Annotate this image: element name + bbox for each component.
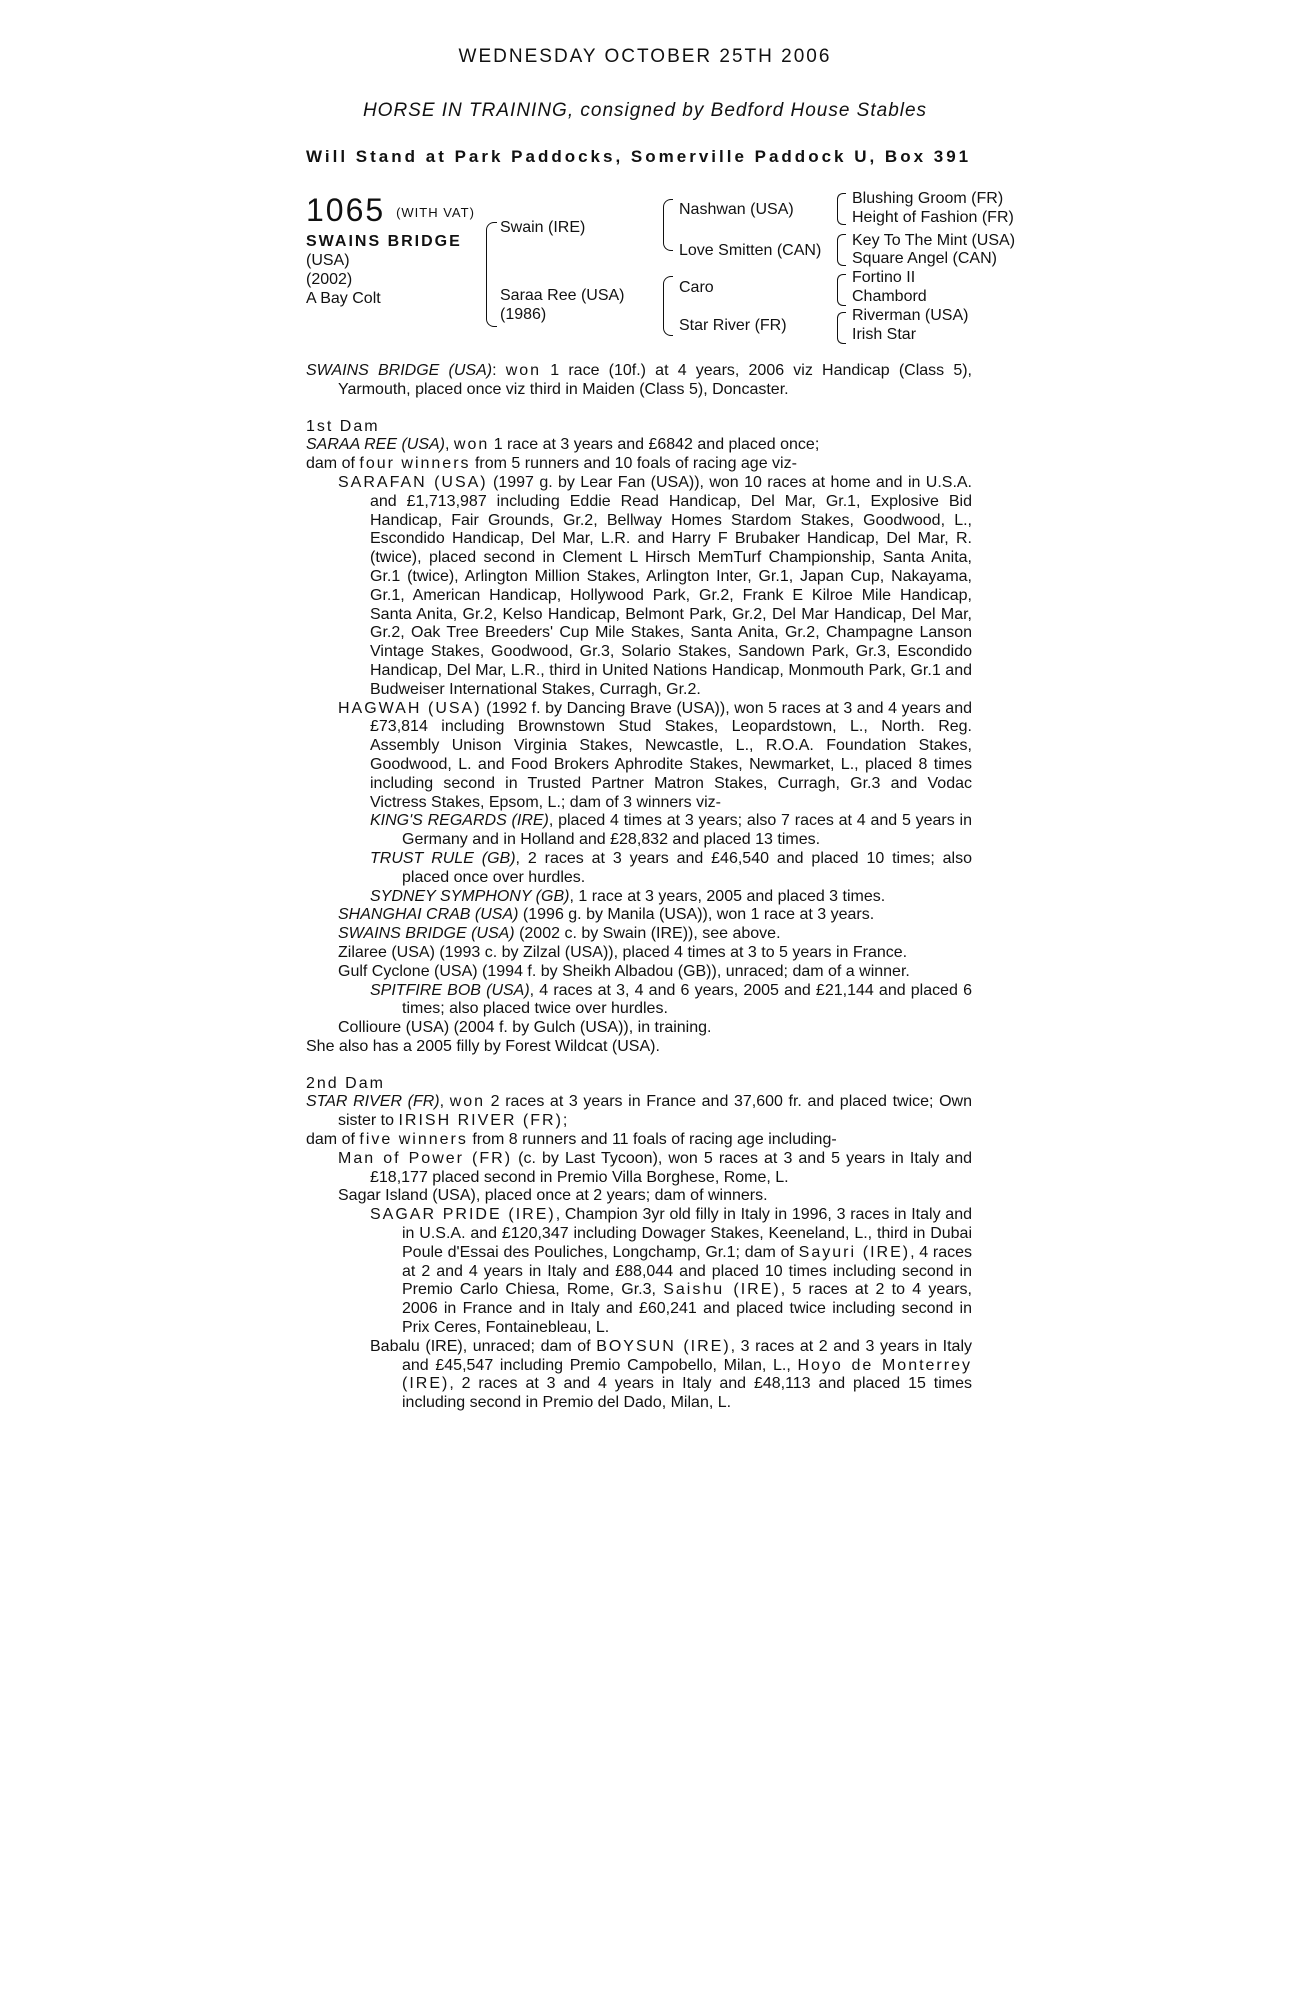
horse-details [306,232,462,308]
sydney-symphony-record: , 1 race at 3 years, 2005 and placed 3 times. [569,887,886,905]
first-dam-heading: 1st Dam [306,417,380,435]
boysun-record: , 3 races at 2 and 3 years in Italy and £45,547 including Premio Campobello, Milan, L., [402,1337,973,1374]
bracket-g4 [837,312,846,344]
shanghai-crab-record: (1996 g. by Manila (USA)), won 1 race at 3 years. [518,906,875,924]
runners-count-2: from 8 runners and 11 foals of racing age including- [472,1131,837,1149]
sarafan-record: (1997 g. by Lear Fan (USA)), won 10 races at home and in U.S.A. and £1,713,987 including Eddie Read Handicap, Del Mar, Gr.1, Explosive Bid Handicap, Fair Grounds, Gr.2, Bellway Homes Stardom Stakes, Goodwood, L., Escondido Handicap, Del Mar, L.R. and Harry F Brubaker Handicap, Del Mar, R. (twice), placed second in Clement L Hirsch MemTurf Championship, Santa Anita, Gr.1 (twice), Arlington Million Stakes, Arlington Inter, Gr.1, Japan Cup, Nakayama, Gr.1, American Handicap, Hollywood Park, Gr.2, Frank E Kilroe Mile Handicap, Santa Anita, Gr.2, Kelso Handicap, Belmont Park, Gr.2, Del Mar Handicap, Del Mar, Gr.2, Oak Tree Breeders' Cup Mile Stakes, Santa Anita, Gr.2, Champagne Lanson Vintage Stakes, Goodwood, Gr.3, Solario Stakes, Sandown Park, Gr.3, Escondido Handicap, Del Mar, L.R., third in United Nations Handicap, Monmouth Park, Gr.1 and Budweiser International Stakes, Curragh, Gr.2. [370,473,973,698]
ped-dam-sire: Caro [679,279,714,296]
ped-dam-year: (1986) [500,306,547,323]
bracket-parents [486,222,497,327]
ped-dam-dam: Star River (FR) [679,317,787,334]
ped-sire: Swain (IRE) [500,219,586,236]
horse-year: (2002) [306,271,353,288]
ped-g2: Height of Fashion (FR) [852,209,1014,226]
sagar-pride-record: , Champion 3yr old filly in Italy in 1996, 3 races in Italy and in U.S.A. and £120,347 including Dowager Stakes, Keeneland, L., third in Dubai Poule d'Essai des Pouliches, Longchamp, Gr.1; dam of [402,1206,973,1261]
vat-note: (WITH VAT) [396,205,475,221]
produce-sarafan [306,474,972,700]
second-dam-line: STAR RIVER (FR), won 2 races at 3 years in France and 37,600 fr. and placed twice; Own sister to IRISH RIVER (FR); [306,1093,972,1130]
intro-won: won [505,362,542,379]
ped-g8: Irish Star [852,326,917,343]
ped-dam: Saraa Ree (USA) [500,287,625,304]
ped-g4: Square Angel (CAN) [852,250,997,267]
hoyo-name: Hoyo de Monterrey (IRE) [402,1356,972,1393]
sayuri-name: Sayuri (IRE) [798,1243,911,1261]
lot-number-value: 1065 [306,192,386,228]
shanghai-crab-name: SHANGHAI CRAB (USA) [338,906,519,924]
horse-country: (USA) [306,252,350,269]
dam-of-label-2: dam of [306,1131,355,1149]
ped-g5: Fortino II [852,269,916,286]
man-of-power-name: Man of Power (FR) [338,1149,513,1167]
produce-trust-rule [306,850,972,888]
sagar-pride-name: SAGAR PRIDE (IRE) [370,1206,556,1224]
saishu-name: Saishu (IRE) [663,1281,781,1299]
boysun-name: BOYSUN (IRE) [596,1337,731,1355]
sydney-symphony-name: SYDNEY SYMPHONY (GB) [370,887,570,905]
produce-babalu [306,1338,972,1413]
catalogue-body [306,362,972,1413]
sarafan-name: SARAFAN (USA) [338,473,488,491]
produce-spitfire-bob [306,982,972,1020]
winners-count-2: five winners [359,1131,468,1149]
ped-g7: Riverman (USA) [852,307,969,324]
trust-rule-name: TRUST RULE (GB) [370,849,516,867]
bracket-g1 [837,193,846,225]
first-dam-produce-line [306,455,972,474]
second-dam-heading: 2nd Dam [306,1074,385,1092]
first-dam-name: SARAA REE (USA) [306,436,445,454]
intro-horse-name: SWAINS BRIDGE (USA) [306,362,493,379]
first-dam-line: SARAA REE (USA), won 1 race at 3 years and £6842 and placed once; [306,436,820,454]
spitfire-bob-name: SPITFIRE BOB (USA) [370,981,530,999]
produce-swains-bridge [306,925,972,944]
intro-record: 1 race (10f.) at 4 years, 2006 viz Handicap (Class 5), Yarmouth, placed once viz third in Maiden (Class 5), Doncaster. [338,362,972,398]
own-sister-name: IRISH RIVER (FR) [398,1112,563,1130]
stable-location: Will Stand at Park Paddocks, Somerville Paddock U, Box 391 [306,147,972,166]
filly-note: She also has a 2005 filly by Forest Wildcat (USA). [306,1037,660,1055]
ped-sire-dam: Love Smitten (CAN) [679,242,822,259]
produce-zilaree: Zilaree (USA) (1993 c. by Zilzal (USA)), placed 4 times at 3 to 5 years in France. [338,943,908,961]
ped-g1: Blushing Groom (FR) [852,190,1004,207]
second-dam-name: STAR RIVER (FR) [306,1093,440,1111]
man-of-power-record: (c. by Last Tycoon), won 5 races at 3 and 5 years in Italy and £18,177 placed second in Premio Villa Borghese, Rome, L. [370,1149,973,1186]
hoyo-record: , 2 races at 3 and 4 years in Italy and £48,113 and placed 15 times including second in Premio del Dado, Milan, L. [402,1375,972,1412]
sayuri-record: , 4 races at 2 and 4 years in Italy and £88,044 and placed 10 times including second in Premio Carlo Chiesa, Rome, Gr.3, [402,1243,973,1299]
produce-sagar-pride [306,1206,972,1338]
second-dam-produce-line [306,1131,972,1150]
second-dam-record: 2 races at 3 years in France and 37,600 fr. and placed twice; [490,1093,934,1111]
produce-hagwah [306,700,972,813]
dam-of-label: dam of [306,455,355,473]
produce-kings-regards [306,812,972,850]
produce-shanghai-crab [306,906,972,925]
bracket-dam [663,276,673,336]
bracket-g2 [837,234,846,266]
produce-collioure: Collioure (USA) (2004 f. by Gulch (USA)), in training. [338,1019,712,1037]
runners-count: from 5 runners and 10 foals of racing age viz- [474,455,797,473]
kings-regards-record: , placed 4 times at 3 years; also 7 races at 4 and 5 years in Germany and in Holland and £28,832 and placed 13 times. [402,812,973,849]
sale-date: WEDNESDAY OCTOBER 25TH 2006 [458,46,832,67]
ped-g3: Key To The Mint (USA) [852,232,1016,249]
produce-gulf-cyclone: Gulf Cyclone (USA) (1994 f. by Sheikh Albadou (GB)), unraced; dam of a winner. [338,962,910,980]
swains-bridge-name: SWAINS BRIDGE (USA) [338,925,515,943]
swains-bridge-record: (2002 c. by Swain (IRE)), see above. [514,925,781,943]
produce-sydney-symphony [306,888,972,907]
consignment-line: HORSE IN TRAINING, consigned by Bedford House Stables [362,100,928,121]
first-dam-won: won [453,436,490,454]
second-dam-won: won [449,1093,486,1111]
produce-man-of-power [306,1150,972,1188]
own-sister-label: Own sister to [338,1093,972,1130]
horse-name: SWAINS BRIDGE [306,233,462,250]
ped-g6: Chambord [852,288,927,305]
spitfire-bob-record: , 4 races at 3, 4 and 6 years, 2005 and £21,144 and placed 6 times; also placed twice over hurdles. [402,981,972,1018]
first-dam-record: 1 race at 3 years and £6842 and placed once; [493,436,820,454]
bracket-sire [663,199,673,251]
kings-regards-name: KING'S REGARDS (IRE) [370,812,549,830]
hagwah-record: (1992 f. by Dancing Brave (USA)), won 5 races at 3 and 4 years and £73,814 including Brownstown Stud Stakes, Leopardstown, L., North. Reg. Assembly Unison Virginia Stakes, Newcastle, L., R.O.A. Foundation Stakes, Goodwood, L. and Food Brokers Aphrodite Stakes, Newmarket, L., placed 8 times including second in Trusted Partner Matron Stakes, Curragh, Gr.3 and Vodac Victress Stakes, Epsom, L.; dam of 3 winners viz- [370,699,972,811]
produce-sagar-island: Sagar Island (USA), placed once at 2 years; dam of winners. [338,1187,768,1205]
lot-number [306,192,475,229]
saishu-record: , 5 races at 2 to 4 years, 2006 in France and in Italy and £60,241 and placed twice including second in Prix Ceres, Fontainebleau, L. [402,1281,972,1337]
hagwah-name: HAGWAH (USA) [338,699,482,717]
horse-description: A Bay Colt [306,290,381,307]
bracket-g3 [837,274,846,306]
winners-count: four winners [359,455,471,473]
trust-rule-record: , 2 races at 3 years and £46,540 and placed 10 times; also placed once over hurdles. [402,849,973,886]
babalu-record: Babalu (IRE), unraced; dam of [370,1337,591,1355]
ped-sire-sire: Nashwan (USA) [679,201,794,218]
intro-paragraph: SWAINS BRIDGE (USA): won 1 race (10f.) at 4 years, 2006 viz Handicap (Class 5), Yarmouth, placed once viz third in Maiden (Class 5), Doncaster. [306,362,972,398]
